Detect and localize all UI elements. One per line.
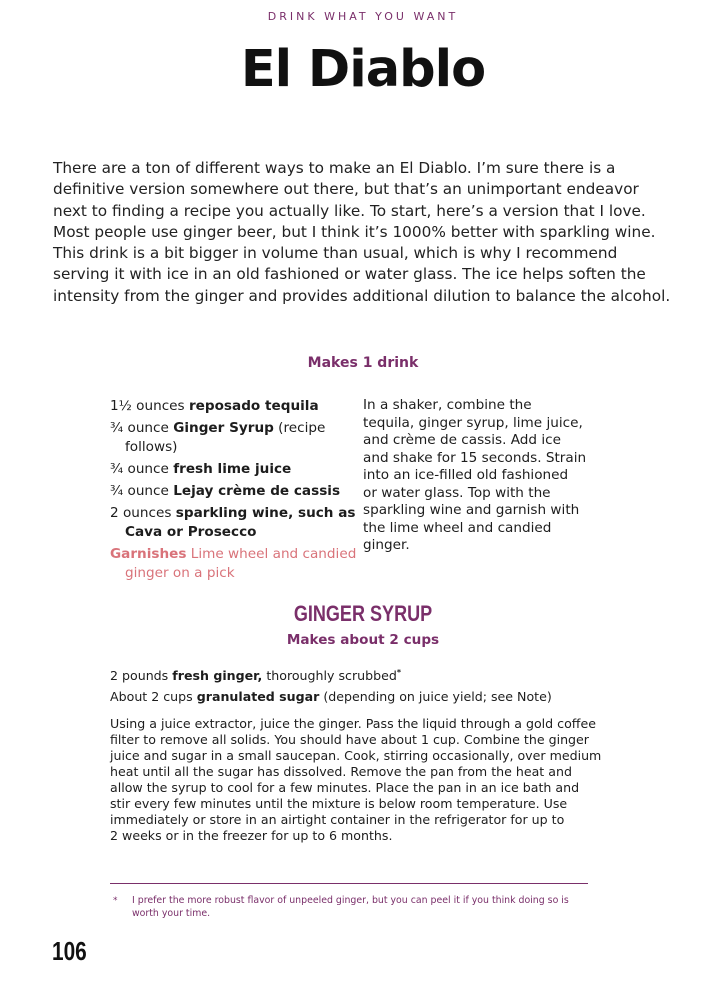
method-line: tequila, ginger syrup, lime juice, <box>363 414 583 431</box>
intro-line: There are a ton of different ways to make an El Diablo. I’m sure there is a <box>53 159 616 177</box>
recipe-title: El Diablo <box>240 40 486 99</box>
ingredient-item: ¾ ounce Lejay crème de cassis <box>110 483 341 499</box>
subrecipe-method <box>110 716 630 844</box>
ingredient-item: 2 pounds fresh ginger, thoroughly scrubbed* <box>110 668 402 684</box>
method-line: and shake for 15 seconds. Strain <box>363 449 587 466</box>
method-line: heat until all the sugar has dissolved. Remove the pan from the heat and <box>110 764 572 779</box>
intro-line: definitive version somewhere out there, but that’s an unimportant endeavor <box>53 180 639 199</box>
footnote-marker: * <box>113 896 118 906</box>
intro-line: intensity from the ginger and provides additional dilution to balance the alcohol. <box>53 286 671 305</box>
ingredient-list <box>110 397 360 586</box>
recipe-method <box>363 397 593 555</box>
footnote-line: I prefer the more robust flavor of unpeeled ginger, but you can peel it if you think doing so is <box>132 895 569 906</box>
method-line: juice and sugar in a small saucepan. Cook, stirring occasionally, over medium <box>110 748 602 763</box>
footnote-reference: * <box>396 668 402 677</box>
method-line: into an ice-filled old fashioned <box>363 467 569 483</box>
garnish-label: Garnishes <box>110 546 187 562</box>
page-number: 106 <box>52 936 87 966</box>
method-line: Using a juice extractor, juice the ginger. Pass the liquid through a gold coffee <box>110 716 596 731</box>
intro-line: serving it with ice in an old fashioned or water glass. The ice helps soften the <box>53 265 646 284</box>
method-line: the lime wheel and candied <box>363 519 552 536</box>
subrecipe-title: GINGER SYRUP <box>293 601 433 626</box>
method-line: In a shaker, combine the <box>363 397 532 413</box>
method-line: stir every few minutes until the mixture is below room temperature. Use <box>110 796 568 811</box>
subrecipe-ingredient-list <box>110 662 630 707</box>
footnote-divider <box>110 883 588 884</box>
ingredient-item: 2 ounces sparkling wine, such as Cava or Prosecco <box>110 505 356 540</box>
footnote-line: worth your time. <box>132 907 211 919</box>
method-line: immediately or store in an airtight container in the refrigerator for up to <box>110 812 565 827</box>
intro-line: next to finding a recipe you actually like. To start, here’s a version that I love. <box>53 201 646 220</box>
method-line: and crème de cassis. Add ice <box>363 432 561 448</box>
ingredient-item: About 2 cups granulated sugar (depending on juice yield; see Note) <box>110 689 552 705</box>
method-line: ginger. <box>363 537 410 553</box>
intro-paragraph <box>53 158 693 307</box>
subrecipe-yield: Makes about 2 cups <box>286 632 440 648</box>
garnish-item <box>110 545 360 583</box>
recipe-yield: Makes 1 drink <box>307 355 419 371</box>
method-line: filter to remove all solids. You should have about 1 cup. Combine the ginger <box>110 732 589 747</box>
running-header: DRINK WHAT YOU WANT <box>267 10 459 23</box>
ingredient-item: ¾ ounce fresh lime juice <box>110 461 292 477</box>
ingredient-item: ¾ ounce Ginger Syrup (recipe follows) <box>110 420 326 455</box>
method-line: 2 weeks or in the freezer for up to 6 months. <box>110 828 393 843</box>
method-line: sparkling wine and garnish with <box>363 502 580 518</box>
ingredient-item: 1½ ounces reposado tequila <box>110 398 319 414</box>
method-line: or water glass. Top with the <box>363 484 551 501</box>
garnish-text: Lime wheel and candied ginger on a pick <box>125 546 357 581</box>
intro-line: This drink is a bit bigger in volume than usual, which is why I recommend <box>53 244 618 263</box>
method-line: allow the syrup to cool for a few minutes. Place the pan in an ice bath and <box>110 780 580 795</box>
footnote <box>132 895 592 920</box>
intro-line: Most people use ginger beer, but I think it’s 1000% better with sparkling wine. <box>53 222 656 241</box>
